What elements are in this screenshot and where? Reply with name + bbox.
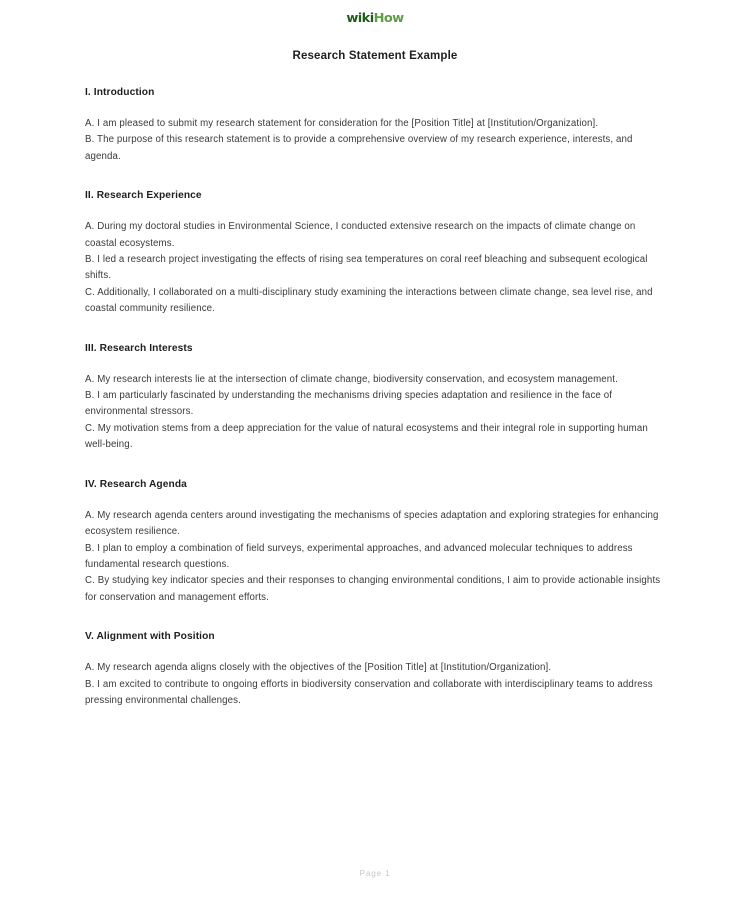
section-heading: IV. Research Agenda <box>85 478 187 490</box>
section-body <box>85 116 665 165</box>
section-research-experience <box>85 190 665 317</box>
paragraph: A. My research agenda aligns closely with the objectives of the [Position Title] at [Institution/Organization]. <box>85 662 552 674</box>
section-introduction <box>85 87 665 165</box>
section-heading: V. Alignment with Position <box>85 631 215 643</box>
section-body <box>85 660 665 709</box>
section-heading: II. Research Experience <box>85 190 202 202</box>
logo-mark-text: wiki <box>346 11 374 26</box>
logo-word-text: How <box>373 11 404 26</box>
paragraph: A. I am pleased to submit my research statement for consideration for the [Position Title] at [Institution/Organization]. <box>85 118 599 129</box>
section-body <box>85 219 665 317</box>
wikihow-logo[interactable] <box>346 11 403 25</box>
paragraph: C. My motivation stems from a deep appreciation for the value of natural ecosystems and their integral role in supporting human well-being. <box>85 422 648 451</box>
page-footer: Page 1 <box>359 869 391 878</box>
logo-bar <box>85 0 665 30</box>
paragraph: C. Additionally, I collaborated on a multi-disciplinary study examining the interactions between climate change, sea level rise, and coastal community resilience. <box>85 286 653 315</box>
page-title: Research Statement Example <box>292 50 458 62</box>
paragraph: C. By studying key indicator species and their responses to changing environmental conditions, I aim to provide actionable insights for conservation and management efforts. <box>85 575 661 603</box>
section-body <box>85 508 665 606</box>
section-research-interests <box>85 343 665 454</box>
paragraph: B. The purpose of this research statement is to provide a comprehensive overview of my research experience, interests, and agenda. <box>85 134 633 162</box>
section-body <box>85 372 665 454</box>
paragraph: B. I am particularly fascinated by understanding the mechanisms driving species adaptation and resilience in the face of environmental stressors. <box>85 390 613 418</box>
paragraph: A. My research interests lie at the intersection of climate change, biodiversity conservation, and ecosystem management. <box>85 373 618 385</box>
paragraph: A. During my doctoral studies in Environmental Science, I conducted extensive research on the impacts of climate change on coastal ecosystems. <box>85 221 636 249</box>
section-alignment-with-position <box>85 631 665 709</box>
document-body <box>85 87 665 709</box>
paragraph: A. My research agenda centers around investigating the mechanisms of species adaptation and exploring strategies for enhancing ecosystem resilience. <box>85 509 659 538</box>
section-heading: I. Introduction <box>85 87 155 98</box>
paragraph: B. I led a research project investigating the effects of rising sea temperatures on coral reef bleaching and subsequent ecological shifts. <box>85 254 648 282</box>
paragraph: B. I am excited to contribute to ongoing efforts in biodiversity conservation and collaborate with interdisciplinary teams to address pressing environmental challenges. <box>85 678 653 706</box>
section-heading: III. Research Interests <box>85 342 193 354</box>
paragraph: B. I plan to employ a combination of field surveys, experimental approaches, and advanced molecular techniques to address fundamental research questions. <box>85 542 633 570</box>
section-research-agenda <box>85 479 665 606</box>
